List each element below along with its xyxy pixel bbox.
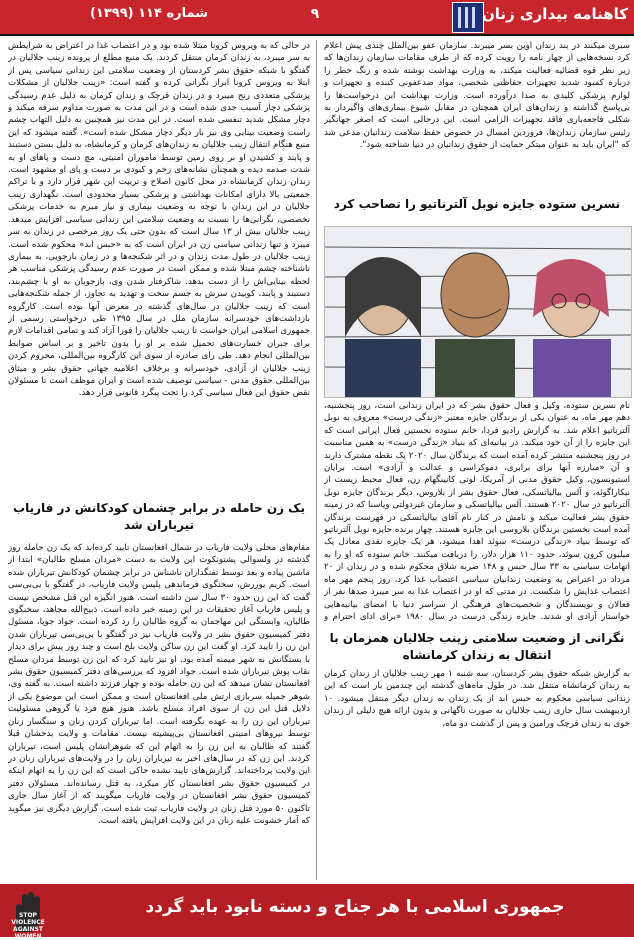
headline-jalalian: نگرانی از وضعیت سلامتی زینب جلالیان همزمان با انتقال به زندان کرمانشاه	[329, 631, 625, 662]
publication-title: کاهنامه بیداری زنان	[482, 5, 628, 23]
article-faryab-text: مقام‌های محلی ولایت فاریاب در شمال افغانستان تایید کرده‌اند که یک زن حامله روز گذشته در ولسوالی پشتونکوت این ولایت به دست «مردان مسلح طالبان» ابتدا از ماشین پیاده و بعد توسط تفنگداران ناشناس در برابر چشمان کودکانش تیرباران شده است. کریم یوررش، سخنگوی فرماندهی پلیس ولایت فاریاب، در گفتگو با بی‌بی‌سی گفت که این زن حدود ۳۰ سال سن داشته است. هنوز انگیزه این قتل مشخص نیست و پلیس فاریاب آغاز تحقیقات در این زمینه خبر داده است. ذبیح‌الله مجاهد، سخنگوی طالبان، وابستگی این مهاجمان به گروه طالبان را رد کرده است. جواد جویا، مسئول دفتر کمیسیون حقوق بشر در ولایت فاریاب نیز در گفتگو با بی‌بی‌سی تیرباران شدن این زن را تایید کرد. او گفت این زن ساکن ولایت بلخ است و چند روز پیش برای دیدار با بستگانش به شهر میمنه آمده بود. او نیز تایید کرد که این زن توسط مردان مسلح نقاب پوش تیرباران شده است. جواد افزود که بررسی‌های دفتر کمیسیون حقوق بشر افغانستان نشان میدهد که این زن حامله بوده و چهار فرزند داشته است. به گفته وی، شوهر جمیله سربازی ارتش ملی افغانستان است و ممکن است این موضوع یکی از دلایل قتل این زن از سوی افراد مسلح باشد. هنوز هیچ فرد یا گروهی مسئولیت تیرباران این زن را به عهده نگرفته است. اما تیرباران کردن زنان و سنگسار زنان توسط نیروهای امنیتی افغانستان بی‌پیشینه نیست. مقامات و ولایت بدخشان قبلا گفتند که طالبان به این زن را به اتهام این که شوهرانشان پلیس است، تیرباران کردند. این زن که در سال‌های اخیر به تیرباران زنان را در ولایت‌های تیرباران زنان در این ولایت پرداخته‌اند. گزارش‌های تایید نشده حاکی است که این زن را به اتهام اینکه در کمیسیون حقوق بشر افغانستان کار میکرد، به قتل رسانده‌اند. مسئولان دفتر کمیسیون حقوق بشر افغانستان در ولایت فاریاب میگویند که از آغاز سال جاری تاکنون ۵۰ مورد قتل زنان در ولایت فاریاب ثبت شده است. گزارش دیگری نیز میگوید که آمار خشونت علیه زنان در این ولایت افزایش یافته است.	[8, 543, 310, 826]
three-portraits-image	[324, 226, 632, 398]
article-sotoudeh-body	[324, 400, 630, 622]
logo-stripe	[465, 7, 468, 28]
logo-stripe	[458, 7, 461, 28]
masthead-bar	[0, 0, 634, 36]
column-divider	[316, 40, 317, 880]
article-jalalian-body	[324, 668, 630, 878]
issue-number: شماره ۱۱۴ (۱۳۹۹)	[89, 6, 208, 21]
stop-violence-logo-text: STOP VIOLENCE AGAINST WOMEN	[11, 912, 45, 940]
footer-slogan: جمهوری اسلامی با هر جناح و دسته نابود باید گردد	[145, 897, 565, 917]
page-number: ۹	[310, 6, 320, 22]
left-column-jalalian-continued	[8, 40, 310, 494]
article-jalalian-continued-text: در حالی که به ویروس کرونا مبتلا شده بود و در اعتصاب غذا در اعتراض به شرایطش به سر میبرد، به زندان کرمان منتقل کردند. یک منبع مطلع از پرونده زینب جلالیان در گفتگو با شبکه حقوق بشر کردستان از وضعیت سلامتی این زندانی سیاسی پس از ابتلا به ویروس کرونا ابراز نگرانی کرده و گفته است: «زینب جلالیان از مشکلات پزشکی متعددی رنج میبرد و در زندان قرچک و زندان کرمان به دلیل عدم رسیدگی پزشکی دچار آسیب جدی شده است و در این مدت به صورت مداوم سرفه میکند و دچار مشکل شدید تنفسی شده است. در این مدت نیز همچنین به دلیل التهاب چشم راست وضعیت بینایی وی نیز بار دیگر دچار مشکل شده است». گفته میشود که این منبع هنگام انتقال زینب جلالیان به زندان‌های کرمان و کرمانشاه، به دلیل بستن دستبند و پابند و کشیدن او بر روی زمین توسط ماموران امنیتی، مچ دست و پاهای او به شدت صدمه دیده و همچنان نشانه‌های زخم و کبودی بر دست و پای او مشهود است. زندان زندان کرمانشاه در محل کانون اصلاح و تربیت این شهر قرار دارد و با تراکم جمعیتی بالا دارای امکانات بهداشتی و پزشکی بسیار محدودی است. نگهداری زینب جلالیان در این زندان با توجه به وضعیت بیماری و نیاز مبرم به خدمات پزشکی تخصصی، نگرانی‌ها را نسبت به وضعیت سلامتی این زندانی سیاسی افزایش میدهد. زینب جلالیان بیش از ۱۳ سال است که بدون حتی یک روز مرخصی در زندان به سر میبرد و تنها زندانی سیاسی زن در ایران است که به «حبس ابد» محکوم شده است. زینب جلالیان در طول مدت زندان و در اثر شکنجه‌ها و در زمان بازجویی، به بیماری ناشناخته چشم مبتلا شده و ممکن است در صورت عدم رسیدگی پزشکی مناسب هر لحظه بینایی‌اش را از دست بدهد. شاکرفتار شدن وی، بازجویان به او با چشم‌بند، دستبند و پابند، کوبیدن سرش به جسم سخت و تهدید به تجاوز، از جمله شکنجه‌هایی است که زینب جلالیان در سال‌های گذشته در معرض آنها بوده است. کارگروه بازداشت‌های خودسرانه سازمان ملل در سال ۱۳۹۵ طی درخواستی رسمی از جمهوری اسلامی ایران خواست تا زینب جلالیان را فورا آزاد کند و تمامی اقدامات لازم برای جبران خسارت‌های تحمیل شده بر او را بدون تاخیر و بر اساس ضوابط بین‌المللی انجام دهد. طی رای صادره از سوی این کارگروه بین‌المللی، محروم کردن زینب جلالیان از آزادی، خودسرانه و برخلاف اعلامیه جهانی حقوق بشر و میثاق بین‌المللی حقوق مدنی - سیاسی توصیف شده است و ایران موظف است تا مسئولان نقض حقوق این فعال سیاسی کرد را تحت پیگرد قانونی قرار دهد.	[8, 41, 310, 399]
headline-faryab: یک زن حامله در برابر چشمان کودکانش در فاریاب تیرباران شد	[13, 501, 305, 532]
article-faryab-body	[8, 542, 310, 878]
footer-bar	[0, 884, 634, 940]
article-jalalian-text: به گزارش شبکه حقوق بشر کردستان، سه شنبه ۱ مهر زینب جلالیان از زندان کرمان به زندان کرمانشاه منتقل شد. در طول ماه‌های گذشته این چندمین بار است که این زندانی سیاسی محکوم به حبس ابد از یک زندان به زندان دیگر منتقل میشود. ۱۰ اردیبهشت سال جاری زینب جلالیان به صورت ناگهانی و بدون ارائه هیچ دلیلی از زندان خوی به زندان قرچک ورامین و پس از گذشت دو ماه،	[324, 669, 630, 729]
intro-paragraph: سیری میکنند در بند زندان اوین بسر میبرند. سازمان عفو بین‌الملل چندی پیش اعلام کرد نسخه‌هایی از چهار نامه را رویت کرده که از طرف مقامات سازمان زندان‌ها که زیر نظر قوه قضائیه فعالیت میکند، به وزارت بهداشت نوشته شده و زنگ خطر را درباره کمبود شدید تجهیزات حفاظتی شخصی، مواد ضدعفونی کننده و تجهیزات و لوازم پزشکی کلیدی به صدا درآورده است. وزارت بهداشت این درخواست‌ها را بی‌پاسخ گذاشته و زندان‌های ایران همچنان در مقابل شیوع بیماری‌های واگیردار به شکلی فاجعه‌باری فاقد تجهیزات الزامی است. این درحالی است که اصغر جهانگیر رئیس سازمان زندان‌ها، فروردین امسال در خصوص حفظ سلامت زندانیان مدعی شد که "ایران باید به عنوان مبتکر حمایت از حقوق زندانیان در دنیا شناخته شود".	[324, 41, 630, 151]
article-sotoudeh-text: نام نسرین ستوده، وکیل و فعال حقوق بشر که در ایران زندانی است، روز پنجشنبه، دهم مهر ماه، به عنوان یکی از برندگان جایزه معتبر «زندگی درست» معروف به نوبل آلترناتیو اعلام شد. به گزارش رادیو فردا، خانم ستوده نخستین فعال ایرانی است که این جایزه را از آن خود میکند. در بیانیه‌ای که بنیاد «زندگی درست» به همین مناسبت در روز پنجشنبه منتشر کرده آمده است که برندگان سال ۲۰۲۰ یک نقطه مشترک دارند و آن «مبارزه آنها برای برابری، دموکراسی و عدالت و آزادی» است. برایان استیونسون، وکیل حقوق مدنی از آمریکا، لوتی کانینگهام رن، فعال محیط زیست از نیکاراگوئه، و آلس بیالیاتسکی، فعال حقوق بشر از بلاروس، دیگر برندگان جایزه نوبل آلترناتیو در سال ۲۰۲۰ هستند. آلس بیالیاتسکی و سازمان غیردولتی ویاسنا که در زمینه حقوق بشر فعالیت میکند و نامش در کنار نام آقای بیالیاتسکی در فهرست برندگان آمده است نخستین برندگان بلاروسی این جایزه هستند. چهار برنده جایزه نوبل آلترناتیو که توسط بنیاد «زندگی درست» سوئد اهدا میشود، هر یک جایزه نقدی معادل یک میلیون کرون سوئد، حدود ۱۱۰ هزار دلار، را دریافت میکنند. خانم ستوده که او را به اتهامات سیاسی به ۳۳ سال حبس و ۱۴۸ ضربه شلاق محکوم شده و در زندان از ۲۰ مرداد در اعتراض به وضعیت زندانیان سیاسی اعتصاب غذا کرد، روز پنجم مهر ماه اعتصاب غذایش را شکست. در مدتی که او در اعتصاب غذا به سر میبرد صدها نفر از فعالان و نویسندگان و شخصیت‌های فرهنگی از سراسر دنیا با امضای بیانیه‌هایی خواستار آزادی او شدند. جایزه زندگی درست در سال ۱۹۸۰ «برای ادای احترام و	[324, 401, 630, 622]
right-column-intro	[324, 40, 630, 186]
portrait-illustration-icon	[325, 227, 631, 397]
headline-sotoudeh: نسرین ستوده جایزه نوبل آلترناتیو را تصاحب کرد	[333, 197, 621, 211]
logo-stripe	[472, 7, 475, 28]
